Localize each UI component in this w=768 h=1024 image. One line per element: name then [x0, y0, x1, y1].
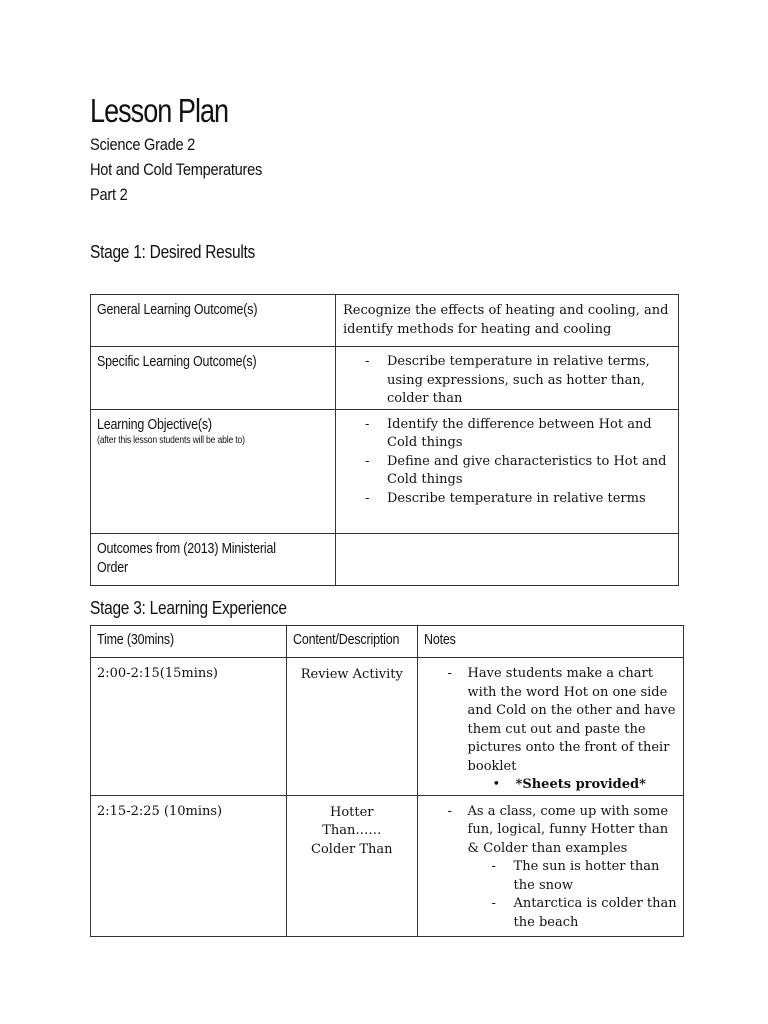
- part-line: Part 2: [90, 185, 128, 204]
- column-header-text: Content/Description: [293, 632, 400, 648]
- row-label: [97, 416, 302, 446]
- list-item: - Antarctica is colder than the beach: [468, 895, 677, 932]
- row-label: Specific Learning Outcome(s): [97, 354, 257, 370]
- row-sublabel: (after this lesson students will be able to): [97, 434, 245, 446]
- value-cell: [336, 409, 679, 533]
- row-label: General Learning Outcome(s): [97, 302, 258, 318]
- list-item: - Identify the difference between Hot and Cold things: [336, 416, 672, 453]
- notes-cell: [417, 658, 683, 796]
- column-header-text: Notes: [423, 632, 456, 648]
- column-header: [417, 626, 683, 658]
- note-text: As a class, come up with some fun, logical, funny Hotter than & Colder than examples: [467, 803, 669, 856]
- value-cell: [336, 295, 679, 347]
- stage3-heading: Stage 3: Learning Experience: [90, 598, 287, 618]
- label-cell: [91, 347, 336, 410]
- notes-list: [418, 803, 677, 933]
- time-cell: [91, 658, 287, 796]
- list-item: [418, 803, 677, 933]
- stage1-heading: Stage 1: Desired Results: [90, 242, 256, 262]
- content-cell: [287, 658, 418, 796]
- objectives-list: [336, 416, 672, 509]
- value-cell: [336, 533, 679, 585]
- subject-line: Science Grade 2: [90, 135, 196, 154]
- label-cell: [91, 533, 336, 585]
- time-cell: [91, 795, 287, 936]
- time-text: 2:00-2:15(15mins): [97, 666, 218, 681]
- learning-experience-table: [90, 625, 684, 937]
- label-cell: [91, 295, 336, 347]
- notes-list: [418, 665, 677, 776]
- value-cell: [336, 347, 679, 410]
- bullet-note: • *Sheets provided*: [470, 776, 683, 795]
- list-item: - Describe temperature in relative terms: [336, 490, 672, 509]
- desired-results-table: [90, 294, 679, 586]
- list-item: - The sun is hotter than the snow: [468, 858, 677, 895]
- topic-line: Hot and Cold Temperatures: [90, 160, 263, 179]
- table-row: [91, 658, 684, 796]
- table-row: [91, 409, 679, 533]
- column-header: [287, 626, 418, 658]
- notes-cell: [417, 795, 683, 936]
- row-label-text: Learning Objective(s): [97, 416, 212, 433]
- column-header-text: Time (30mins): [97, 632, 174, 648]
- column-header: [91, 626, 287, 658]
- page-title: Lesson Plan: [90, 92, 229, 129]
- content-text: Review Activity: [300, 667, 403, 682]
- general-outcome-text: Recognize the effects of heating and cooling, and identify methods for heating and cooling: [343, 303, 669, 337]
- content-text: Hotter Than…… Colder Than: [311, 804, 393, 857]
- table-row: [91, 533, 679, 585]
- label-cell: [91, 409, 336, 533]
- list-item: - Define and give characteristics to Hot and Cold things: [336, 453, 672, 490]
- row-label: Outcomes from (2013) Ministerial Order: [97, 540, 276, 576]
- table-row: [91, 295, 679, 347]
- table-header-row: [91, 626, 684, 658]
- table-row: [91, 795, 684, 936]
- content-cell: [287, 795, 418, 936]
- table-row: [91, 347, 679, 410]
- specific-outcomes-list: [336, 353, 672, 409]
- time-text: 2:15-2:25 (10mins): [97, 803, 223, 819]
- list-item: - Have students make a chart with the word Hot on one side and Cold on the other and have them cut out and paste the pictures onto the front of their booklet: [418, 665, 677, 776]
- examples-list: [468, 858, 677, 932]
- list-item: - Describe temperature in relative terms, using expressions, such as hotter than, colder than: [336, 353, 672, 409]
